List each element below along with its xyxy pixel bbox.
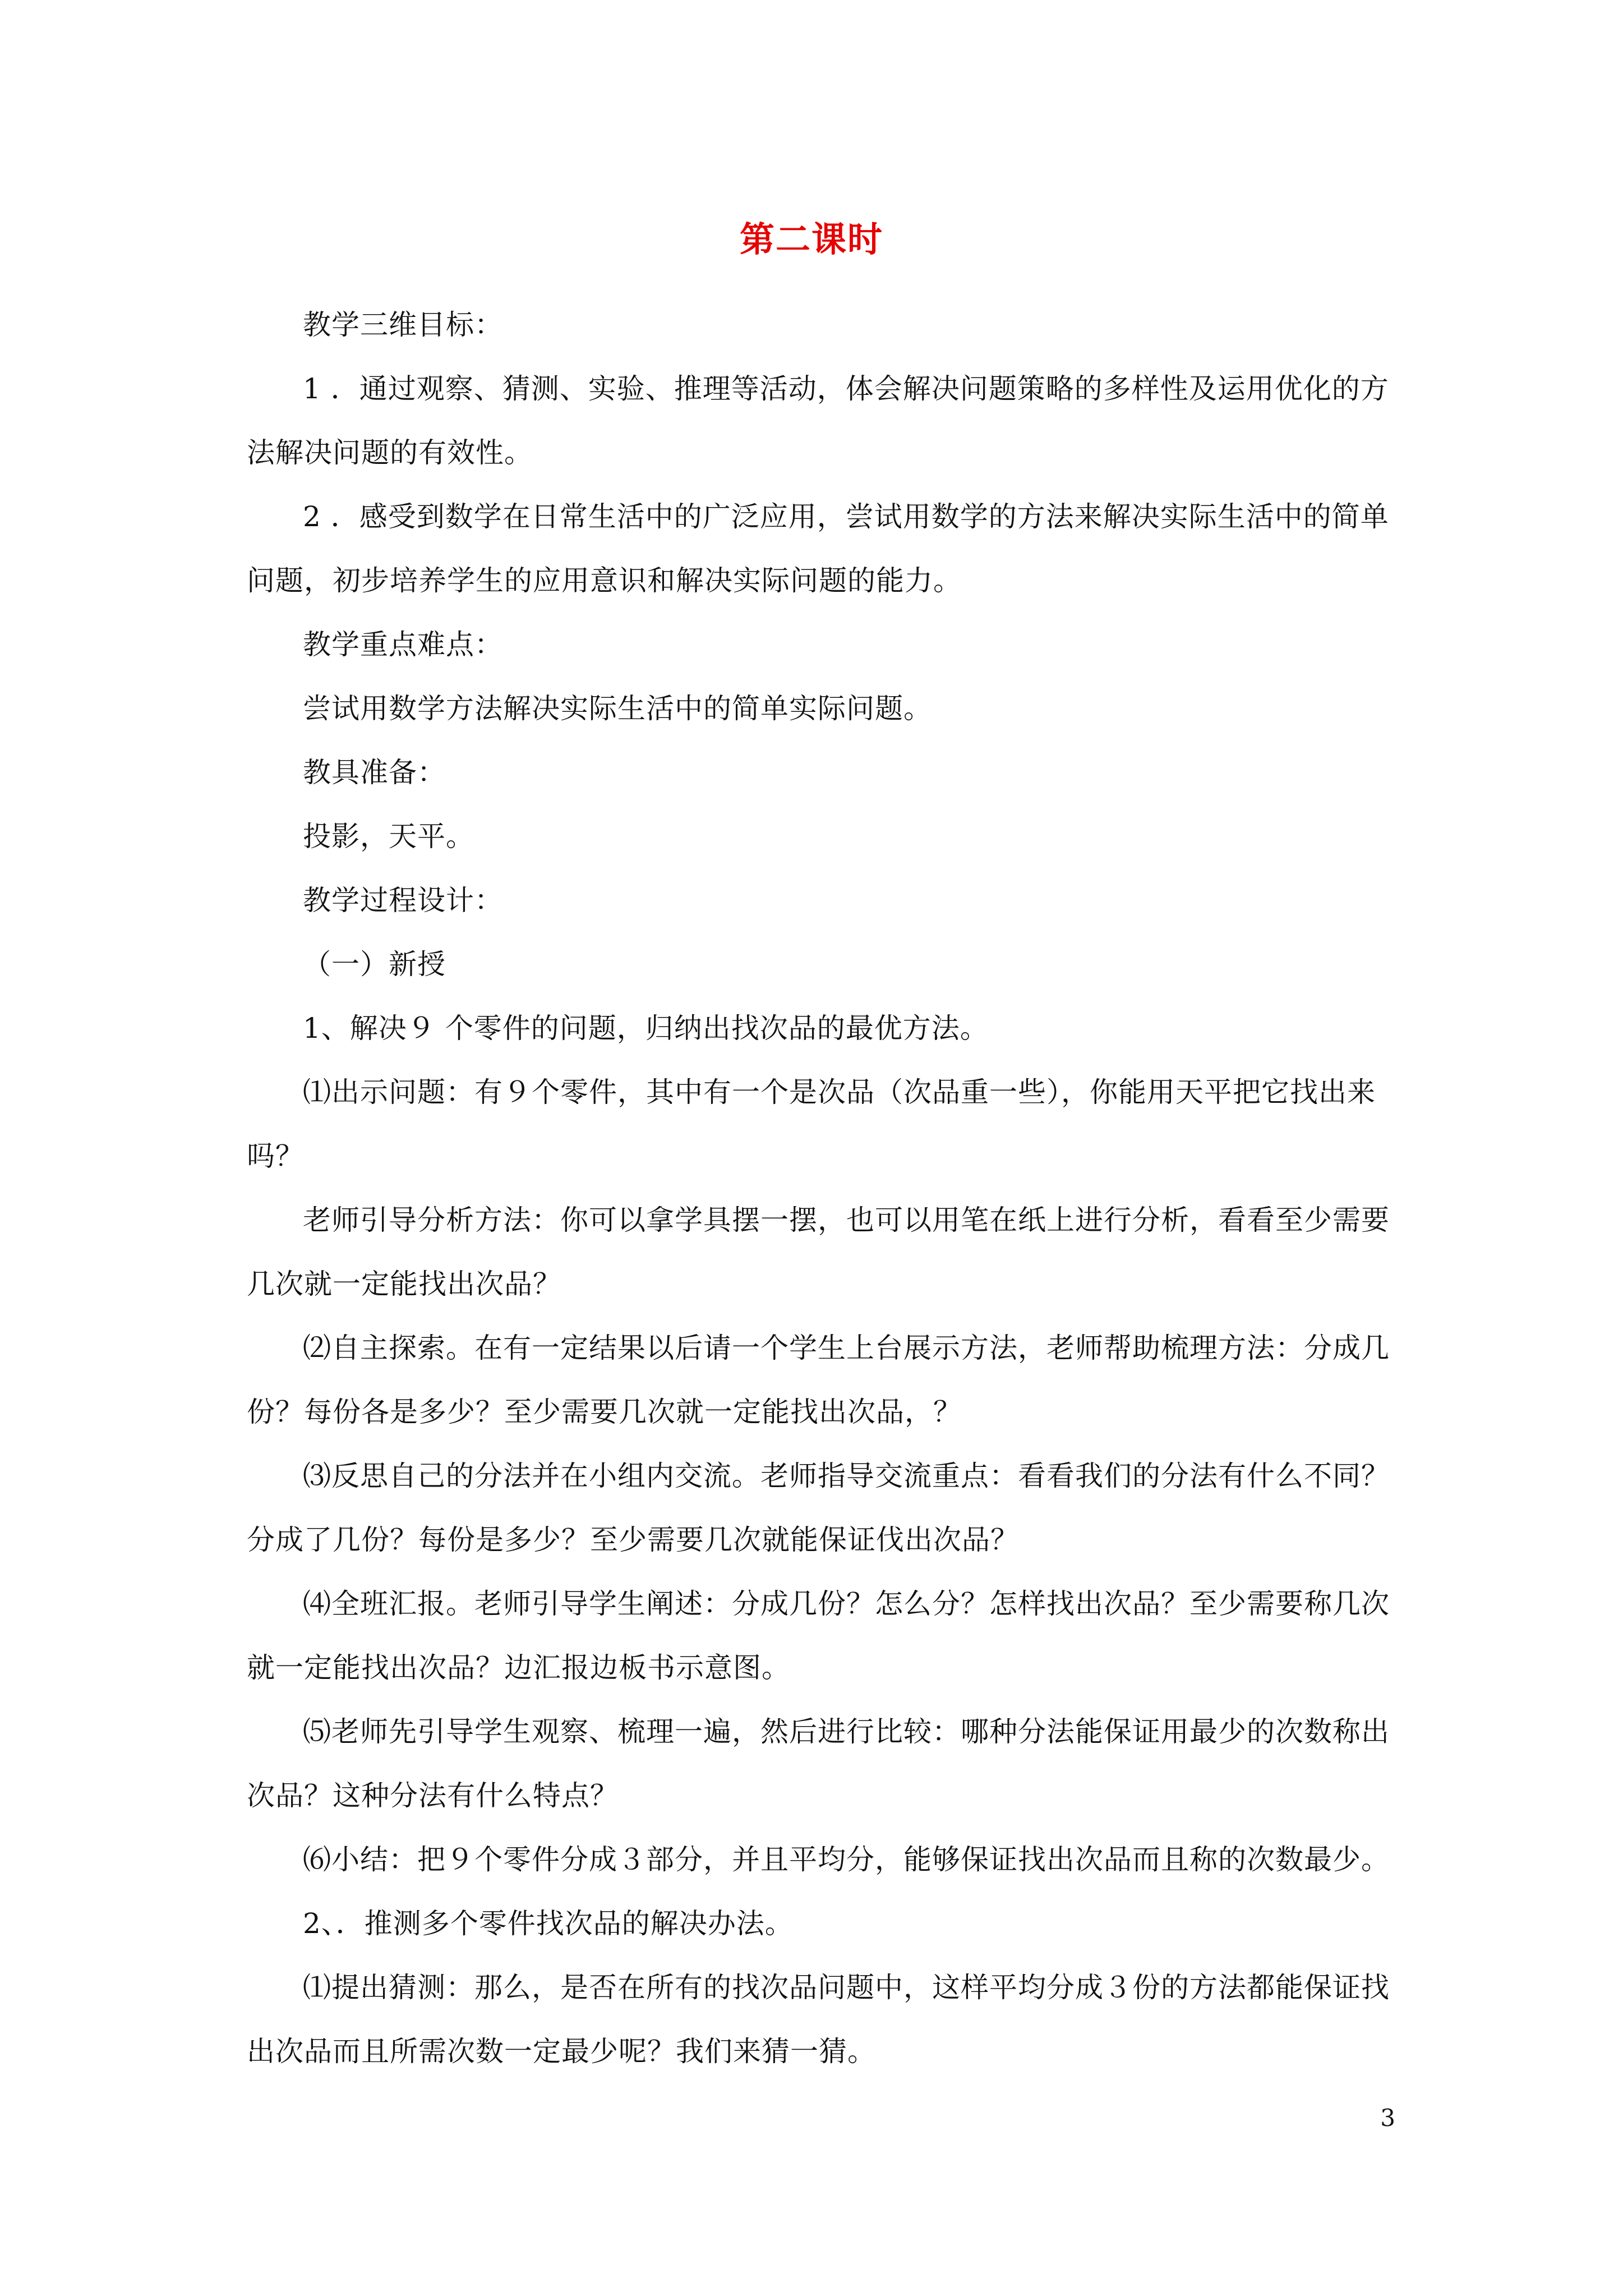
paragraph: 教具准备： bbox=[303, 756, 446, 789]
paragraph: 2 ．感受到数学在日常生活中的广泛应用，尝试用数学的方法来解决实际生活中的简单问题，初步培养学生的应用意识和解决实际问题的能力。 bbox=[247, 500, 1389, 597]
paragraph: 1 ．通过观察、猜测、实验、推理等活动，体会解决问题策略的多样性及运用优化的方法解决问题的有效性。 bbox=[247, 372, 1389, 469]
paragraph: 教学过程设计： bbox=[303, 884, 503, 917]
paragraph: 教学重点难点： bbox=[303, 628, 503, 661]
paragraph: （一）新授 bbox=[303, 948, 446, 981]
page-title: 第二课时 bbox=[739, 219, 883, 260]
paragraph: ⑸老师先引导学生观察、梳理一遍，然后进行比较：哪种分法能保证用最少的次数称出次品？这种分法有什么特点？ bbox=[247, 1715, 1390, 1812]
paragraph: 投影，天平。 bbox=[303, 820, 474, 853]
paragraph: ⑴出示问题：有９个零件，其中有一个是次品（次品重一些），你能用天平把它找出来吗？ bbox=[247, 1076, 1376, 1172]
paragraph: 教学三维目标： bbox=[303, 309, 503, 341]
paragraph: ⑹小结：把９个零件分成３部分，并且平均分，能够保证找出次品而且称的次数最少。 bbox=[303, 1843, 1390, 1876]
paragraph: 老师引导分析方法：你可以拿学具摆一摆，也可以用笔在纸上进行分析，看看至少需要几次就一定能找出次品？ bbox=[247, 1204, 1390, 1300]
page-number: 3 bbox=[1380, 2104, 1395, 2132]
paragraph: 2、．推测多个零件找次品的解决办法。 bbox=[303, 1907, 794, 1940]
document-body bbox=[247, 293, 1396, 2083]
paragraph: ⑴提出猜测：那么，是否在所有的找次品问题中，这样平均分成３份的方法都能保证找出次品而且所需次数一定最少呢？我们来猜一猜。 bbox=[247, 1971, 1390, 2068]
paragraph: ⑵自主探索。在有一定结果以后请一个学生上台展示方法，老师帮助梳理方法：分成几份？每份各是多少？至少需要几次就一定能找出次品，？ bbox=[247, 1332, 1390, 1428]
paragraph: ⑷全班汇报。老师引导学生阐述：分成几份？怎么分？怎样找出次品？至少需要称几次就一定能找出次品？边汇报边板书示意图。 bbox=[247, 1588, 1390, 1684]
paragraph: 尝试用数学方法解决实际生活中的简单实际问题。 bbox=[303, 692, 932, 725]
paragraph: 1、解决９ 个零件的问题，归纳出找次品的最优方法。 bbox=[303, 1012, 989, 1045]
paragraph: ⑶反思自己的分法并在小组内交流。老师指导交流重点：看看我们的分法有什么不同？分成了几份？每份是多少？至少需要几次就能保证伐出次品？ bbox=[247, 1460, 1390, 1556]
